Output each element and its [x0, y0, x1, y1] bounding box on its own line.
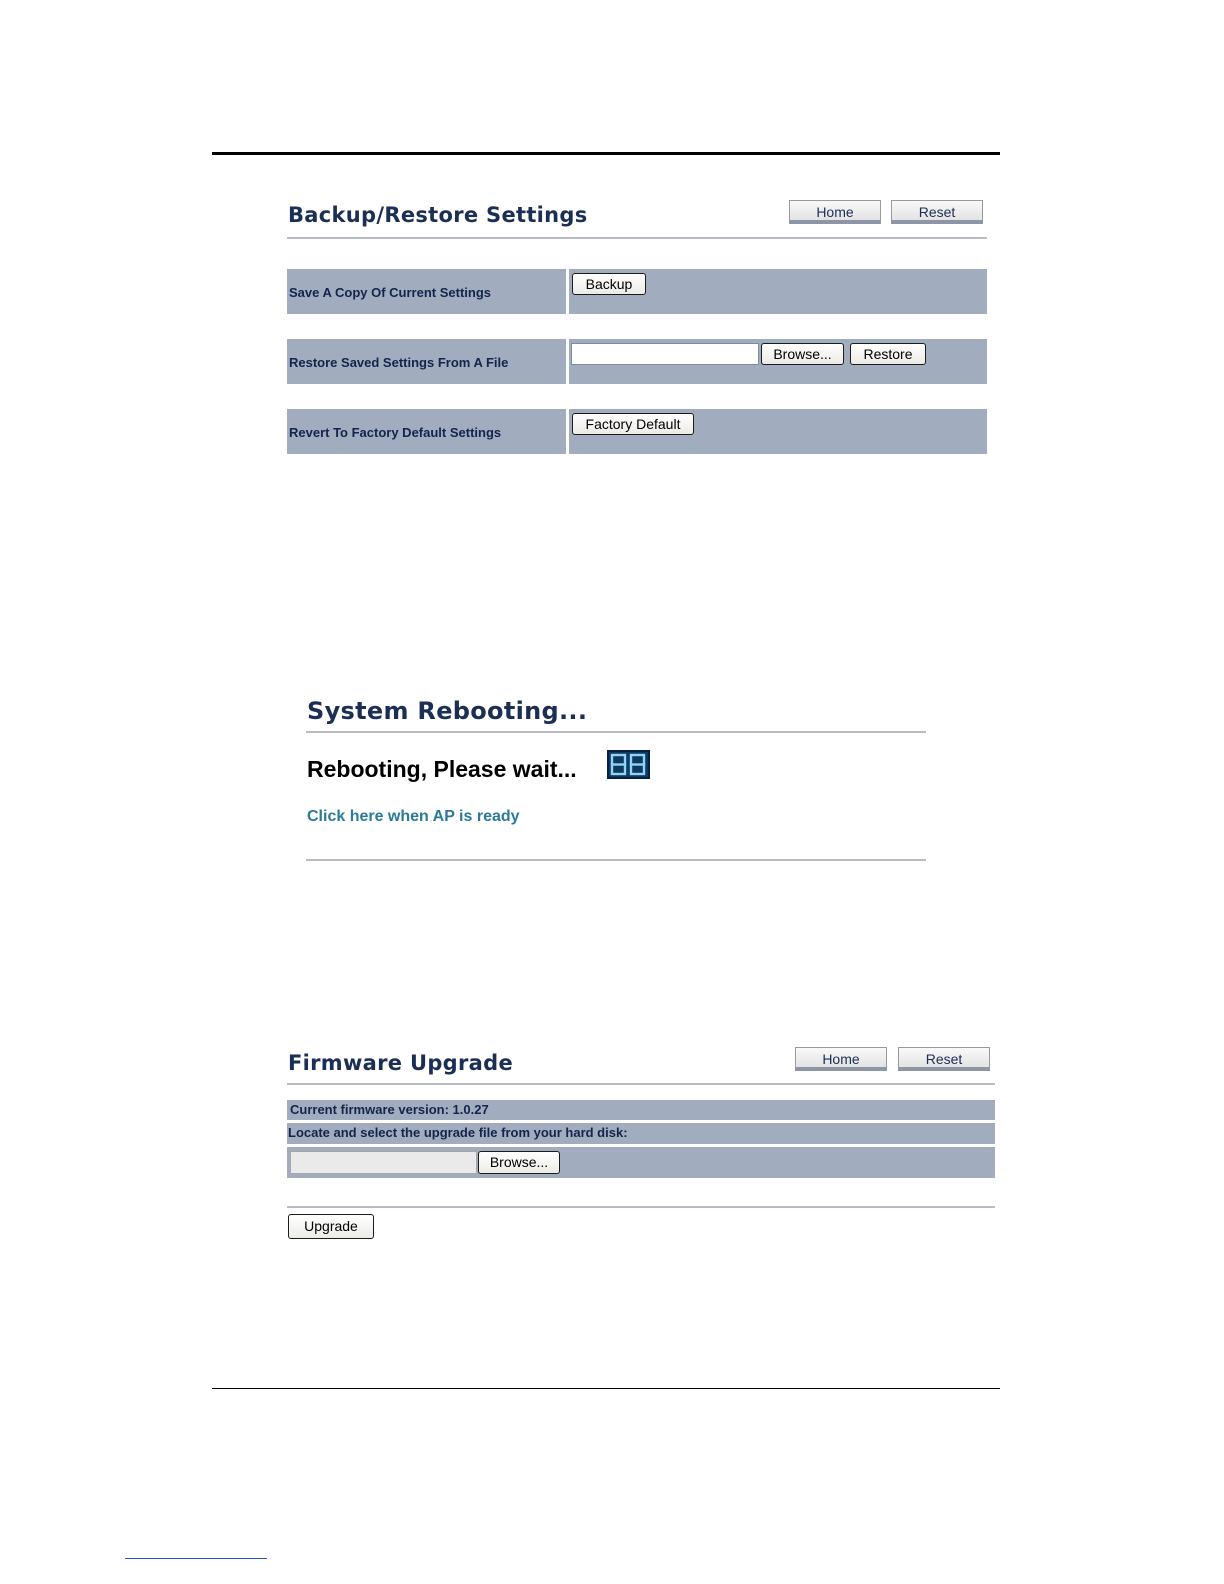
firmware-version: Current firmware version: 1.0.27: [287, 1100, 995, 1120]
rebooting-divider-top: [306, 731, 926, 733]
restore-button[interactable]: Restore: [850, 343, 926, 365]
restore-row-label: Restore Saved Settings From A File: [287, 339, 566, 384]
bottom-rule: [212, 1388, 1000, 1389]
restore-file-input[interactable]: [571, 343, 759, 365]
countdown-display: [607, 750, 650, 779]
firmware-browse-button[interactable]: Browse...: [478, 1151, 560, 1174]
countdown-digits-icon: [609, 752, 648, 777]
firmware-reset-button[interactable]: Reset: [898, 1047, 990, 1071]
firmware-divider-top: [287, 1083, 995, 1085]
backup-restore-divider: [287, 237, 987, 239]
backup-restore-title: Backup/Restore Settings: [288, 203, 588, 227]
firmware-home-button[interactable]: Home: [795, 1047, 887, 1071]
footer-underline: [125, 1558, 267, 1559]
restore-browse-button[interactable]: Browse...: [761, 343, 844, 365]
firmware-title: Firmware Upgrade: [288, 1051, 513, 1075]
rebooting-divider-bottom: [306, 859, 926, 861]
backup-row-label: Save A Copy Of Current Settings: [287, 269, 566, 314]
factory-default-button[interactable]: Factory Default: [572, 413, 694, 435]
firmware-file-input[interactable]: [290, 1151, 477, 1174]
top-rule: [212, 152, 1000, 155]
reset-button[interactable]: Reset: [891, 200, 983, 224]
firmware-locate-label: Locate and select the upgrade file from your hard disk:: [287, 1123, 995, 1144]
firmware-divider-bottom: [287, 1206, 995, 1208]
ap-ready-link[interactable]: Click here when AP is ready: [307, 808, 520, 825]
backup-button[interactable]: Backup: [572, 273, 646, 295]
rebooting-title: System Rebooting...: [307, 697, 588, 725]
rebooting-message: Rebooting, Please wait...: [307, 756, 577, 782]
factory-row-label: Revert To Factory Default Settings: [287, 409, 566, 454]
upgrade-button[interactable]: Upgrade: [288, 1214, 374, 1239]
home-button[interactable]: Home: [789, 200, 881, 224]
